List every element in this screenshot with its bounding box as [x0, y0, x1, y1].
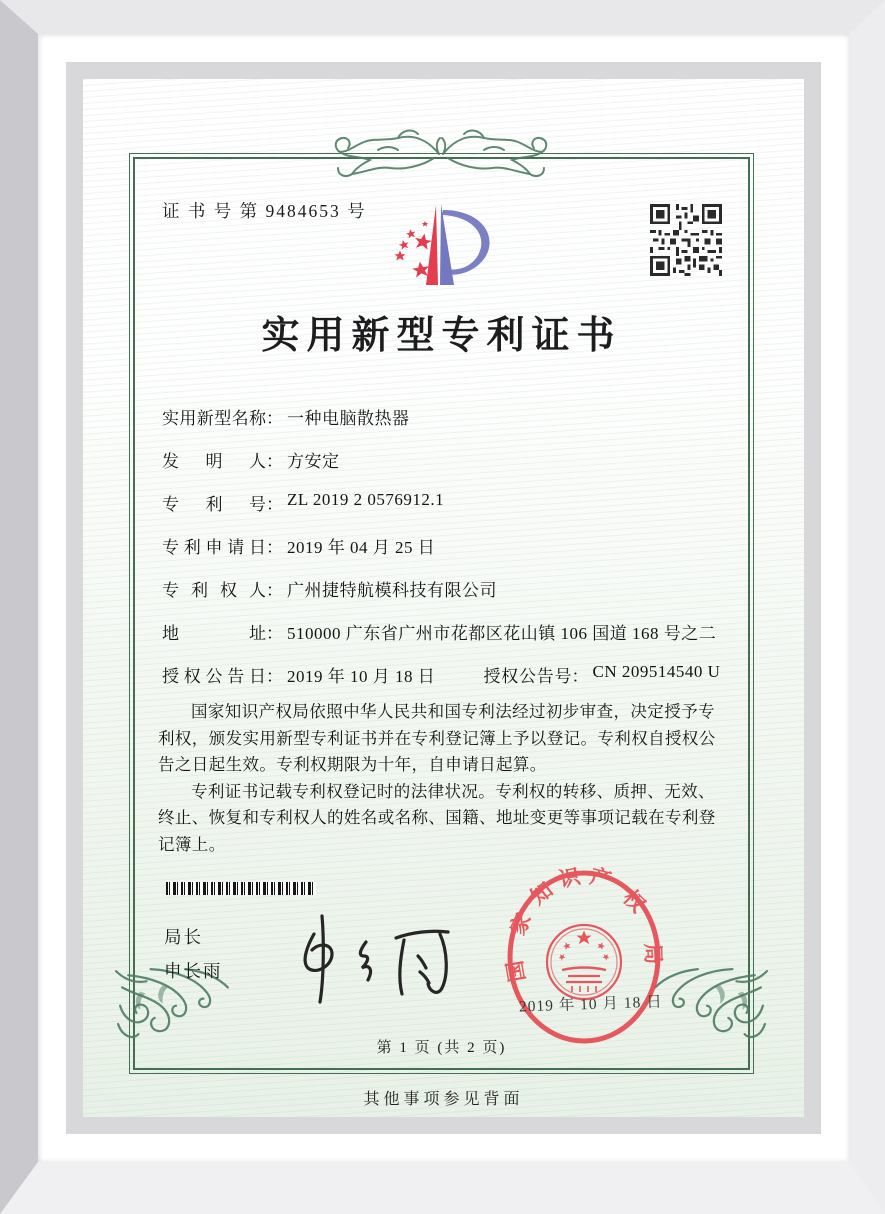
field-label: 专利权人 — [162, 581, 266, 600]
certificate-title: 实用新型专利证书 — [261, 315, 622, 357]
seal-char: 权 — [618, 885, 650, 918]
qr-code — [650, 204, 722, 276]
field-value: CN 209514540 U — [592, 662, 721, 681]
certificate-paper — [83, 79, 804, 1117]
seal-char: 识 — [556, 864, 583, 893]
field-row — [162, 447, 340, 472]
field-colon: ： — [266, 581, 283, 600]
field-label: 实用新型名称 — [162, 409, 266, 428]
field-row — [162, 490, 444, 515]
field-label: 授权公告日 — [162, 667, 266, 686]
official-seal-icon — [496, 862, 672, 1058]
legal-paragraph: 专利证书记载专利权登记时的法律状况。专利权的转移、质押、无效、终止、恢复和专利权人的姓名或名称、国籍、地址变更等事项记载在专利登记簿上。 — [158, 781, 716, 854]
field-value: ZL 2019 2 0576912.1 — [287, 490, 445, 509]
field-value: 510000 广东省广州市花都区花山镇 106 国道 168 号之二 — [287, 624, 717, 643]
field-label: 发明人 — [162, 452, 266, 471]
field-label: 授权公告号 — [483, 667, 572, 686]
field-colon: ： — [266, 624, 283, 643]
seal-date: 2019 年 10 月 18 日 — [518, 993, 664, 1016]
field-row — [162, 576, 497, 601]
barcode — [166, 882, 316, 895]
field-colon: ： — [266, 667, 283, 686]
seal-char: 产 — [587, 864, 614, 893]
field-row — [162, 404, 410, 429]
field-colon: ： — [571, 667, 589, 686]
field-colon: ： — [266, 495, 283, 514]
cnipa-logo-icon — [385, 194, 510, 306]
back-note: 其他事项参见背面 — [363, 1091, 524, 1108]
seal-char: 知 — [526, 877, 558, 910]
field-label: 专利号 — [162, 495, 266, 514]
seal-char: 国 — [502, 958, 530, 984]
field-colon: ： — [266, 538, 283, 557]
certificate-border — [129, 153, 754, 1074]
field-label: 地址 — [162, 624, 266, 643]
field-value: 一种电脑散热器 — [287, 409, 410, 428]
field-row — [162, 533, 435, 558]
signer-name: 申长雨 — [164, 961, 223, 981]
seal-char: 家 — [505, 909, 536, 939]
page-indicator: 第 1 页 (共 2 页) — [376, 1040, 507, 1056]
field-value: 2019 年 04 月 25 日 — [287, 538, 436, 557]
signer-title: 局长 — [164, 927, 203, 947]
field-colon: ： — [266, 409, 283, 428]
grant-publication — [484, 662, 721, 687]
field-colon: ： — [266, 452, 283, 471]
field-value: 2019 年 10 月 18 日 — [287, 667, 436, 686]
signature-icon — [280, 906, 465, 1006]
field-row — [162, 619, 716, 644]
frame-mat — [66, 62, 821, 1134]
certificate-number: 证 书 号 第 9484653 号 — [162, 201, 367, 221]
field-value: 方安定 — [287, 452, 340, 471]
legal-paragraph: 国家知识产权局依照中华人民共和国专利法经过初步审查，决定授予专利权，颁发实用新型专利证书并在专利登记簿上予以登记。专利权自授权公告之日起生效。专利权期限为十年，自申请日起算。 — [158, 702, 716, 774]
field-label: 专利申请日 — [162, 538, 266, 557]
national-emblem-icon — [547, 925, 621, 999]
field-row — [162, 662, 720, 687]
seal-char: 局 — [640, 942, 666, 965]
legal-text — [158, 699, 724, 858]
certificate-content — [130, 154, 753, 1073]
field-value: 广州捷特航模科技有限公司 — [287, 581, 497, 600]
